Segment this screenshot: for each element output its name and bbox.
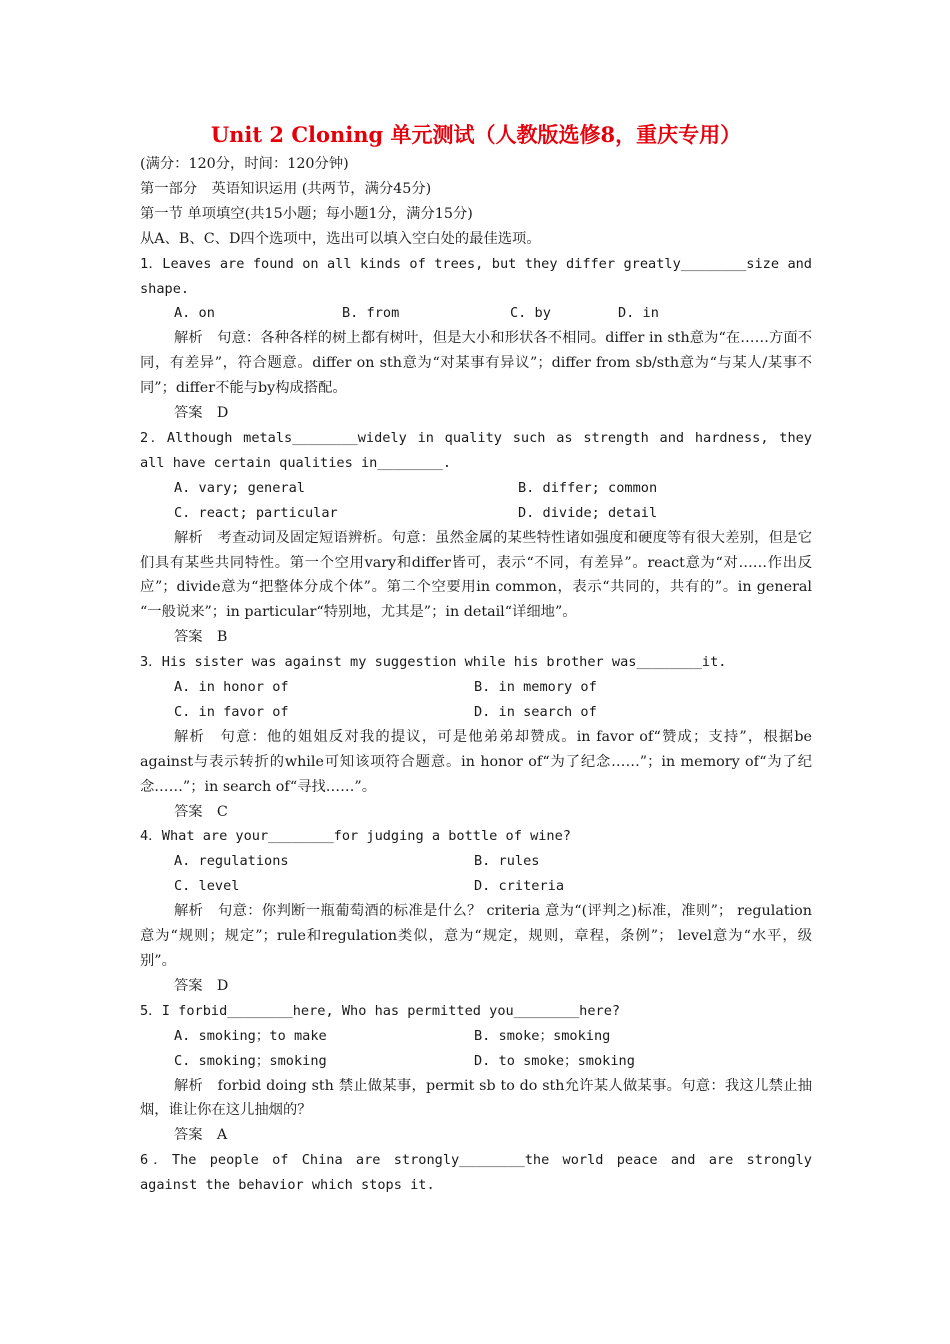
answer-text: 答案 D: [174, 977, 229, 994]
question-stem: 3．His sister was against my suggestion while his brother was________it.: [140, 654, 727, 671]
question-options: [140, 874, 812, 899]
question-options: [140, 476, 812, 501]
analysis-text: 解析 forbid doing sth 禁止做某事，permit sb to do sth允许某人做某事。句意：我这儿禁止抽烟，谁让你在这儿抽烟的？: [140, 1077, 812, 1119]
score-line: (满分：120分，时间：120分钟): [140, 156, 349, 172]
option-d: D. in search of: [474, 703, 597, 720]
option-d: D. criteria: [474, 878, 565, 895]
analysis-text: 解析 考查动词及固定短语辨析。句意：虽然金属的某些特性诸如强度和硬度等有很大差别，但是它们具有某些共同特性。第一个空用vary和differ皆可，表示“不同，有差异”。react意为“对……作出反应”；divide意为“把整体分成个体”。第二个空要用in common，表示“共同的，共有的”。in general “一般说来”；in particular“特别地，尤其是”；in detail“详细地”。: [140, 529, 812, 621]
option-d: D. to smoke；smoking: [474, 1052, 635, 1069]
question-stem: 5．I forbid________here, Who has permitted you________here?: [140, 1002, 621, 1019]
analysis-text: 解析 句意：各种各样的树上都有树叶，但是大小和形状各不相同。differ in sth意为“在……方面不同，有差异”，符合题意。differ on sth意为“对某事有异议”；differ from sb/sth意为“与某人/某事不同”；differ不能与by构成搭配。: [140, 330, 812, 397]
question-stem: 4．What are your________for judging a bottle of wine?: [140, 828, 571, 845]
question-options: [140, 700, 812, 725]
question-options: [140, 1049, 812, 1074]
option-b: B. differ; common: [518, 479, 658, 496]
option-d: D. in: [618, 305, 659, 322]
question-options: [140, 1024, 812, 1049]
option-b: B. smoke；smoking: [474, 1027, 611, 1044]
option-a: A. regulations: [174, 853, 289, 870]
option-c: C. in favor of: [174, 703, 289, 720]
instruction-line: 从A、B、C、D四个选项中，选出可以填入空白处的最佳选项。: [140, 230, 541, 247]
question-options: [140, 301, 812, 326]
document-title: Unit 2 Cloning 单元测试（人教版选修8，重庆专用）: [210, 122, 742, 147]
option-d: D. divide; detail: [518, 504, 658, 521]
option-a: A. on: [174, 305, 215, 322]
option-c: C. by: [510, 305, 551, 322]
answer-text: 答案 D: [174, 405, 229, 422]
section-line: 第一节 单项填空(共15小题；每小题1分，满分15分): [140, 205, 473, 222]
analysis-text: 解析 句意：你判断一瓶葡萄酒的标准是什么？ criteria 意为“(评判之)标准，准则”； regulation意为“规则；规定”；rule和regulation类似，意为“规定，规则，章程，条例”； level意为“水平，级别”。: [140, 903, 812, 969]
option-c: C. smoking；smoking: [174, 1052, 327, 1069]
option-c: C. level: [174, 878, 240, 895]
option-b: B. in memory of: [474, 679, 597, 696]
question-options: [140, 849, 812, 874]
question-options: [140, 501, 812, 526]
document-page: [140, 118, 821, 1198]
part-line: 第一部分 英语知识运用 (共两节，满分45分): [140, 180, 432, 197]
question-stem: 2．Although metals________widely in quality such as strength and hardness, they all have certain qualities in________.: [140, 429, 821, 471]
answer-text: 答案 A: [174, 1127, 228, 1144]
option-a: A. in honor of: [174, 679, 289, 696]
question-options: [140, 675, 812, 700]
analysis-text: 解析 句意：他的姐姐反对我的提议，可是他弟弟却赞成。in favor of“赞成；支持”，根据be against与表示转折的while可知该项符合题意。in honor of“为了纪念……”；in memory of“为了纪念……”；in search of“寻找……”。: [140, 728, 812, 795]
option-b: B. from: [342, 305, 400, 322]
answer-text: 答案 B: [174, 629, 228, 646]
question-stem: 6．The people of China are strongly________the world peace and are strongly against the behavior which stops it.: [140, 1152, 821, 1194]
answer-text: 答案 C: [174, 803, 228, 820]
option-a: A. smoking；to make: [174, 1027, 327, 1044]
option-a: A. vary; general: [174, 479, 305, 496]
option-b: B. rules: [474, 853, 540, 870]
option-c: C. react; particular: [174, 504, 338, 521]
question-stem: 1．Leaves are found on all kinds of trees, but they differ greatly________size and shape.: [140, 255, 821, 297]
